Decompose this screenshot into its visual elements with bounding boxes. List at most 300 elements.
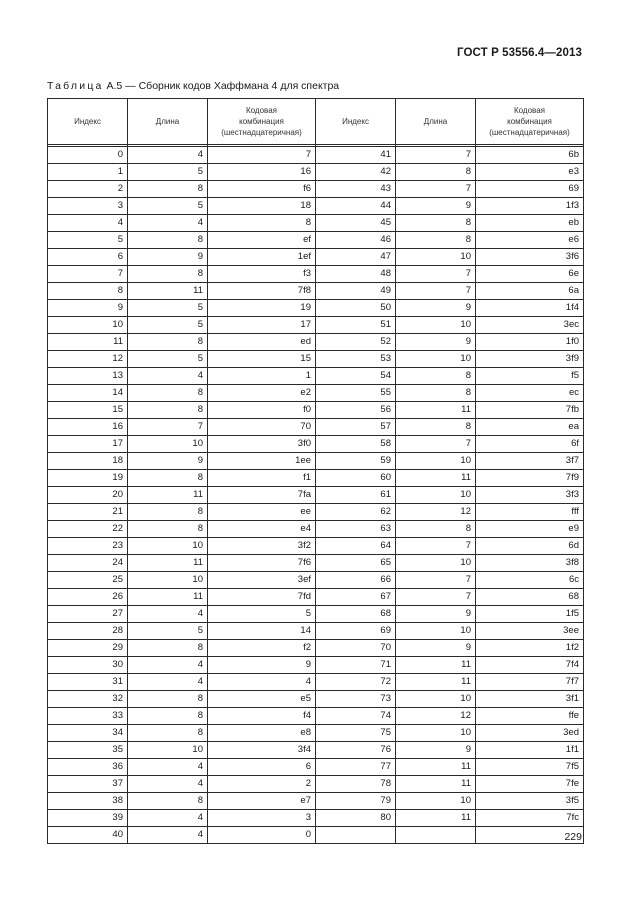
cell-code: 3ef (208, 572, 316, 589)
table-body (48, 147, 584, 844)
cell-index-2: 54 (316, 368, 396, 385)
cell-index-2: 57 (316, 419, 396, 436)
table-row (48, 640, 584, 657)
cell-length-2: 10 (396, 793, 476, 810)
cell-code: e5 (208, 691, 316, 708)
cell-code-2: 3f3 (476, 487, 584, 504)
cell-code: ed (208, 334, 316, 351)
cell-index-2: 55 (316, 385, 396, 402)
cell-code: 9 (208, 657, 316, 674)
cell-length: 11 (128, 487, 208, 504)
cell-index: 17 (48, 436, 128, 453)
cell-index: 25 (48, 572, 128, 589)
cell-length-2: 9 (396, 606, 476, 623)
cell-index: 11 (48, 334, 128, 351)
cell-code: 1 (208, 368, 316, 385)
cell-index: 23 (48, 538, 128, 555)
cell-length-2: 9 (396, 198, 476, 215)
cell-code-2: 7f9 (476, 470, 584, 487)
cell-length-2: 8 (396, 232, 476, 249)
table-row (48, 742, 584, 759)
cell-index-2: 66 (316, 572, 396, 589)
cell-index: 33 (48, 708, 128, 725)
cell-index: 38 (48, 793, 128, 810)
column-header-code (208, 99, 316, 145)
cell-length: 9 (128, 249, 208, 266)
cell-length: 4 (128, 215, 208, 232)
cell-length: 8 (128, 725, 208, 742)
cell-index: 2 (48, 181, 128, 198)
cell-length-2: 11 (396, 674, 476, 691)
cell-code: 6 (208, 759, 316, 776)
cell-code-2: 3f9 (476, 351, 584, 368)
cell-index: 10 (48, 317, 128, 334)
cell-code: f4 (208, 708, 316, 725)
cell-code: f2 (208, 640, 316, 657)
table-row (48, 691, 584, 708)
cell-length: 8 (128, 521, 208, 538)
cell-index-2: 67 (316, 589, 396, 606)
cell-code-2: 3f7 (476, 453, 584, 470)
cell-code-2: e6 (476, 232, 584, 249)
cell-length-2: 10 (396, 249, 476, 266)
cell-code-2: ffe (476, 708, 584, 725)
cell-length-2: 7 (396, 572, 476, 589)
cell-length-2: 10 (396, 691, 476, 708)
cell-length-2: 10 (396, 453, 476, 470)
cell-index-2: 49 (316, 283, 396, 300)
table-row (48, 759, 584, 776)
table-row (48, 589, 584, 606)
cell-index: 7 (48, 266, 128, 283)
cell-code: 5 (208, 606, 316, 623)
table-row (48, 674, 584, 691)
cell-code-2: f5 (476, 368, 584, 385)
cell-code-2: 1f4 (476, 300, 584, 317)
cell-code-2: 7fc (476, 810, 584, 827)
cell-length-2: 10 (396, 351, 476, 368)
table-row (48, 725, 584, 742)
cell-index-2: 75 (316, 725, 396, 742)
cell-index-2: 76 (316, 742, 396, 759)
cell-code-2: 7f5 (476, 759, 584, 776)
cell-index: 18 (48, 453, 128, 470)
cell-length: 5 (128, 164, 208, 181)
cell-index-2 (316, 827, 396, 844)
cell-index: 24 (48, 555, 128, 572)
cell-index: 19 (48, 470, 128, 487)
cell-length-2: 10 (396, 317, 476, 334)
column-header-code2-line1: Кодовая (514, 106, 545, 115)
cell-code-2: 69 (476, 181, 584, 198)
cell-index-2: 44 (316, 198, 396, 215)
table-row (48, 776, 584, 793)
cell-index: 3 (48, 198, 128, 215)
cell-length: 7 (128, 419, 208, 436)
cell-index-2: 52 (316, 334, 396, 351)
cell-index-2: 72 (316, 674, 396, 691)
cell-index-2: 78 (316, 776, 396, 793)
cell-length: 8 (128, 708, 208, 725)
cell-length-2: 11 (396, 776, 476, 793)
cell-code: 7fa (208, 487, 316, 504)
cell-length-2: 11 (396, 810, 476, 827)
cell-index-2: 47 (316, 249, 396, 266)
table-row (48, 810, 584, 827)
table-row (48, 147, 584, 164)
cell-index-2: 61 (316, 487, 396, 504)
cell-index: 6 (48, 249, 128, 266)
table-row (48, 402, 584, 419)
column-header-code-line1: Кодовая (246, 106, 277, 115)
table-row (48, 572, 584, 589)
cell-index-2: 59 (316, 453, 396, 470)
cell-length-2: 7 (396, 589, 476, 606)
cell-length-2: 12 (396, 504, 476, 521)
cell-code: 0 (208, 827, 316, 844)
cell-code-2: 6c (476, 572, 584, 589)
cell-code: ee (208, 504, 316, 521)
cell-index: 26 (48, 589, 128, 606)
cell-length-2: 8 (396, 368, 476, 385)
table-row (48, 164, 584, 181)
cell-code-2: ea (476, 419, 584, 436)
cell-index-2: 74 (316, 708, 396, 725)
cell-code-2: 3f5 (476, 793, 584, 810)
table-caption-label: Таблица (47, 80, 104, 92)
cell-code: e7 (208, 793, 316, 810)
cell-index: 4 (48, 215, 128, 232)
cell-index-2: 79 (316, 793, 396, 810)
cell-index: 40 (48, 827, 128, 844)
cell-index: 28 (48, 623, 128, 640)
cell-index: 21 (48, 504, 128, 521)
table-row (48, 351, 584, 368)
table-row (48, 555, 584, 572)
cell-index-2: 62 (316, 504, 396, 521)
cell-length-2: 7 (396, 538, 476, 555)
cell-index: 12 (48, 351, 128, 368)
cell-code-2: 3f8 (476, 555, 584, 572)
cell-code-2: ec (476, 385, 584, 402)
cell-code-2: 3f6 (476, 249, 584, 266)
cell-index-2: 73 (316, 691, 396, 708)
cell-index-2: 45 (316, 215, 396, 232)
cell-code-2: eb (476, 215, 584, 232)
cell-index-2: 46 (316, 232, 396, 249)
cell-code: f1 (208, 470, 316, 487)
cell-index: 36 (48, 759, 128, 776)
cell-index-2: 43 (316, 181, 396, 198)
table-row (48, 504, 584, 521)
cell-length: 8 (128, 385, 208, 402)
cell-length: 5 (128, 300, 208, 317)
cell-index-2: 53 (316, 351, 396, 368)
cell-code-2: 3f1 (476, 691, 584, 708)
cell-length-2: 10 (396, 487, 476, 504)
cell-code-2: 7f4 (476, 657, 584, 674)
table-row (48, 385, 584, 402)
cell-code-2: 6e (476, 266, 584, 283)
cell-length: 8 (128, 691, 208, 708)
cell-length: 4 (128, 827, 208, 844)
cell-length-2: 10 (396, 623, 476, 640)
cell-code: 1ef (208, 249, 316, 266)
table-row (48, 606, 584, 623)
table-row (48, 657, 584, 674)
cell-index-2: 56 (316, 402, 396, 419)
cell-length-2: 9 (396, 300, 476, 317)
cell-length: 4 (128, 776, 208, 793)
cell-length-2: 7 (396, 283, 476, 300)
table-row (48, 419, 584, 436)
cell-length: 9 (128, 453, 208, 470)
cell-length-2: 11 (396, 470, 476, 487)
cell-length-2: 8 (396, 385, 476, 402)
page-number: 229 (564, 831, 582, 843)
cell-index: 30 (48, 657, 128, 674)
cell-code-2: 1f1 (476, 742, 584, 759)
cell-length-2: 7 (396, 436, 476, 453)
cell-code: 2 (208, 776, 316, 793)
table-row (48, 232, 584, 249)
cell-length: 10 (128, 742, 208, 759)
table-row (48, 623, 584, 640)
cell-length: 8 (128, 402, 208, 419)
table-row (48, 215, 584, 232)
cell-code-2: 6f (476, 436, 584, 453)
cell-index: 1 (48, 164, 128, 181)
cell-index-2: 65 (316, 555, 396, 572)
cell-index: 9 (48, 300, 128, 317)
cell-index-2: 77 (316, 759, 396, 776)
cell-code-2: 7fb (476, 402, 584, 419)
cell-index: 14 (48, 385, 128, 402)
cell-length-2: 7 (396, 266, 476, 283)
cell-length-2: 10 (396, 725, 476, 742)
cell-code: 7f6 (208, 555, 316, 572)
cell-length: 8 (128, 640, 208, 657)
cell-code: 1ee (208, 453, 316, 470)
cell-code: 3 (208, 810, 316, 827)
cell-code-2: 7fe (476, 776, 584, 793)
cell-length: 8 (128, 232, 208, 249)
table-caption (47, 80, 339, 92)
table-row (48, 487, 584, 504)
cell-index: 39 (48, 810, 128, 827)
cell-code: 7fd (208, 589, 316, 606)
cell-index: 31 (48, 674, 128, 691)
cell-index-2: 41 (316, 147, 396, 164)
table-row (48, 181, 584, 198)
table-row (48, 266, 584, 283)
cell-index-2: 70 (316, 640, 396, 657)
cell-code-2: 3ed (476, 725, 584, 742)
cell-length: 5 (128, 351, 208, 368)
cell-length-2 (396, 827, 476, 844)
cell-length-2: 12 (396, 708, 476, 725)
cell-index-2: 63 (316, 521, 396, 538)
cell-code: f3 (208, 266, 316, 283)
cell-code: 3f0 (208, 436, 316, 453)
cell-index: 0 (48, 147, 128, 164)
cell-length-2: 9 (396, 334, 476, 351)
table-row (48, 249, 584, 266)
cell-code-2: 3ee (476, 623, 584, 640)
table-row (48, 470, 584, 487)
cell-index: 29 (48, 640, 128, 657)
cell-index: 8 (48, 283, 128, 300)
cell-length: 10 (128, 572, 208, 589)
cell-index: 5 (48, 232, 128, 249)
cell-code: 16 (208, 164, 316, 181)
cell-index-2: 80 (316, 810, 396, 827)
cell-code: 3f4 (208, 742, 316, 759)
cell-length: 5 (128, 198, 208, 215)
cell-code: e4 (208, 521, 316, 538)
cell-code: 3f2 (208, 538, 316, 555)
cell-length: 8 (128, 470, 208, 487)
cell-index-2: 50 (316, 300, 396, 317)
cell-length-2: 8 (396, 521, 476, 538)
cell-code-2: 1f2 (476, 640, 584, 657)
cell-length: 4 (128, 674, 208, 691)
cell-index: 16 (48, 419, 128, 436)
cell-length: 4 (128, 810, 208, 827)
table-row (48, 198, 584, 215)
cell-code: f0 (208, 402, 316, 419)
column-header-code2-line3: (шестнадцатеричная) (489, 128, 570, 137)
cell-index: 34 (48, 725, 128, 742)
column-header-code2-line2: комбинация (507, 117, 552, 126)
cell-code-2: 3ec (476, 317, 584, 334)
cell-index-2: 42 (316, 164, 396, 181)
cell-length-2: 11 (396, 402, 476, 419)
cell-code: e2 (208, 385, 316, 402)
cell-length: 4 (128, 657, 208, 674)
cell-length: 8 (128, 334, 208, 351)
cell-code-2: 1f3 (476, 198, 584, 215)
cell-length-2: 8 (396, 164, 476, 181)
cell-code: 7f8 (208, 283, 316, 300)
cell-code: 19 (208, 300, 316, 317)
column-header-code-2 (476, 99, 584, 145)
cell-code-2: 6d (476, 538, 584, 555)
table-row (48, 283, 584, 300)
column-header-code-line3: (шестнадцатеричная) (221, 128, 302, 137)
column-header-length-2: Длина (396, 99, 476, 145)
column-header-index: Индекс (48, 99, 128, 145)
cell-code: 7 (208, 147, 316, 164)
table-row (48, 300, 584, 317)
column-header-index-2: Индекс (316, 99, 396, 145)
cell-index: 15 (48, 402, 128, 419)
cell-code-2: 68 (476, 589, 584, 606)
table-row (48, 538, 584, 555)
cell-length: 4 (128, 368, 208, 385)
cell-length-2: 8 (396, 419, 476, 436)
cell-length: 10 (128, 538, 208, 555)
cell-length-2: 11 (396, 759, 476, 776)
cell-code: 18 (208, 198, 316, 215)
cell-code-2: fff (476, 504, 584, 521)
table-row (48, 436, 584, 453)
cell-code: e8 (208, 725, 316, 742)
cell-index: 13 (48, 368, 128, 385)
table-header (48, 99, 584, 147)
cell-length: 4 (128, 606, 208, 623)
cell-index: 37 (48, 776, 128, 793)
cell-length: 5 (128, 317, 208, 334)
cell-code: 14 (208, 623, 316, 640)
cell-code: 17 (208, 317, 316, 334)
cell-index: 35 (48, 742, 128, 759)
cell-length: 4 (128, 147, 208, 164)
huffman-codebook-table (47, 98, 584, 844)
cell-index: 27 (48, 606, 128, 623)
cell-code: 15 (208, 351, 316, 368)
table-row (48, 793, 584, 810)
column-header-length: Длина (128, 99, 208, 145)
cell-code: f6 (208, 181, 316, 198)
cell-code-2: 1f0 (476, 334, 584, 351)
cell-code: ef (208, 232, 316, 249)
cell-length-2: 7 (396, 181, 476, 198)
cell-length-2: 7 (396, 147, 476, 164)
cell-index-2: 71 (316, 657, 396, 674)
cell-code-2: 1f5 (476, 606, 584, 623)
cell-index-2: 58 (316, 436, 396, 453)
cell-index: 20 (48, 487, 128, 504)
cell-index-2: 48 (316, 266, 396, 283)
cell-length-2: 11 (396, 657, 476, 674)
cell-index-2: 51 (316, 317, 396, 334)
cell-code: 8 (208, 215, 316, 232)
cell-code: 4 (208, 674, 316, 691)
cell-length-2: 8 (396, 215, 476, 232)
cell-length: 10 (128, 436, 208, 453)
cell-index-2: 68 (316, 606, 396, 623)
cell-index-2: 60 (316, 470, 396, 487)
cell-length: 4 (128, 759, 208, 776)
table-row (48, 453, 584, 470)
table-caption-text: А.5 — Сборник кодов Хаффмана 4 для спектра (106, 80, 340, 92)
cell-length: 11 (128, 555, 208, 572)
cell-length: 8 (128, 181, 208, 198)
table-row (48, 334, 584, 351)
cell-index: 22 (48, 521, 128, 538)
cell-code-2: 6a (476, 283, 584, 300)
cell-length: 8 (128, 504, 208, 521)
cell-index: 32 (48, 691, 128, 708)
cell-code-2: e9 (476, 521, 584, 538)
column-header-code-line2: комбинация (239, 117, 284, 126)
table-row (48, 708, 584, 725)
cell-length-2: 9 (396, 742, 476, 759)
cell-index-2: 69 (316, 623, 396, 640)
cell-length-2: 10 (396, 555, 476, 572)
table-row (48, 317, 584, 334)
table-row (48, 521, 584, 538)
cell-code-2: e3 (476, 164, 584, 181)
cell-length-2: 9 (396, 640, 476, 657)
cell-index-2: 64 (316, 538, 396, 555)
cell-length: 5 (128, 623, 208, 640)
document-standard-header: ГОСТ Р 53556.4—2013 (457, 47, 582, 59)
cell-code-2: 7f7 (476, 674, 584, 691)
cell-length: 8 (128, 793, 208, 810)
table-row (48, 368, 584, 385)
